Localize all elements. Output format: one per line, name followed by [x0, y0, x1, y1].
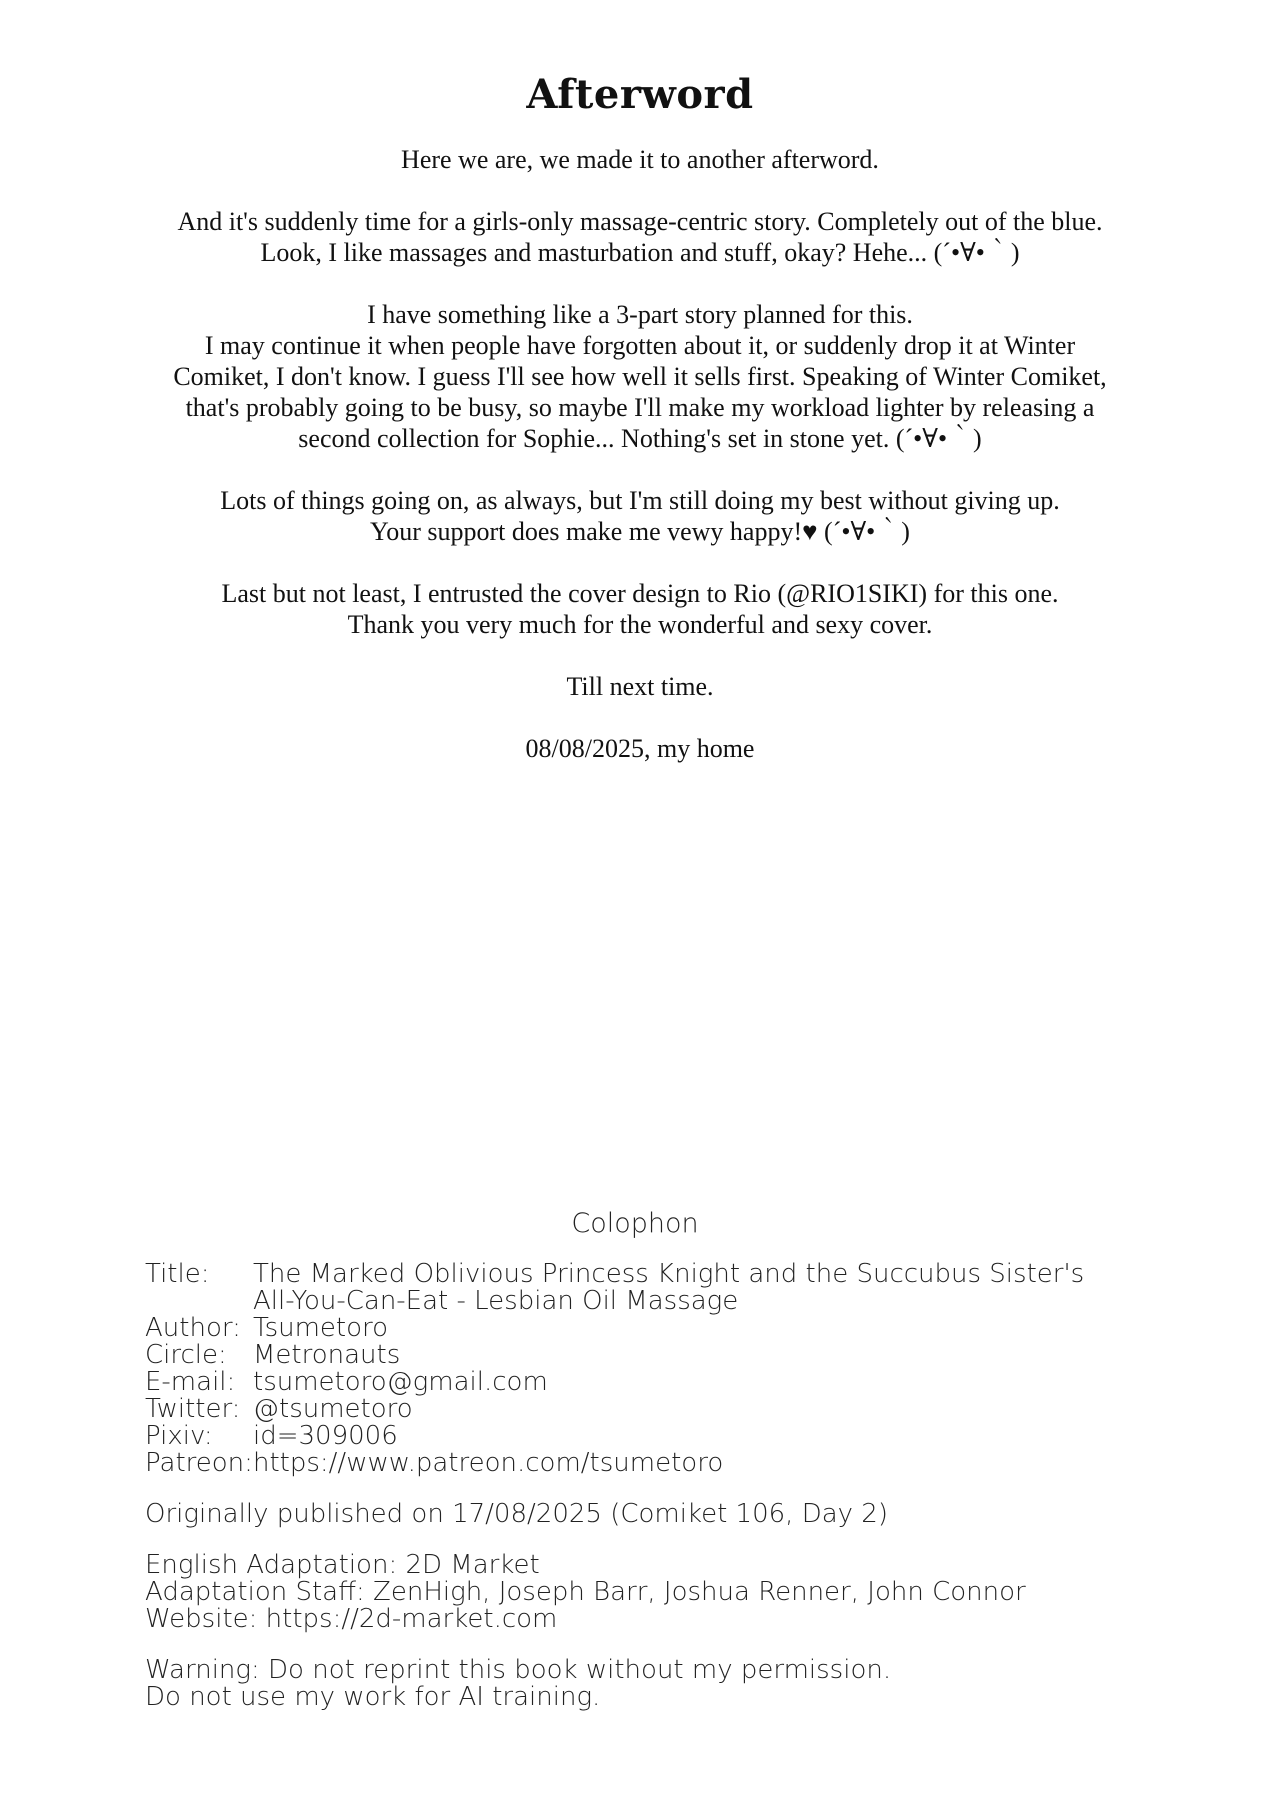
colophon-label: Title:: [145, 1259, 210, 1289]
colophon-info-table: [145, 1261, 1145, 1477]
colophon-note-line: Adaptation Staff: ZenHigh, Joseph Barr, Joshua Renner, John Connor: [145, 1577, 1026, 1607]
colophon-label: Pixiv:: [145, 1421, 213, 1451]
colophon-heading-wrap: [0, 1210, 1145, 1237]
afterword-paragraph: [0, 144, 1280, 175]
colophon-value-line: All-You-Can-Eat - Lesbian Oil Massage: [253, 1286, 739, 1316]
colophon-note-block: [145, 1501, 1145, 1528]
afterword-title: Afterword: [526, 71, 754, 118]
colophon-note-line: English Adaptation: 2D Market: [145, 1550, 540, 1580]
afterword-line: Lots of things going on, as always, but I'm still doing my best without giving up.: [220, 486, 1060, 515]
afterword-line: Comiket, I don't know. I guess I'll see how well it sells first. Speaking of Winter Comiket,: [173, 362, 1107, 391]
afterword-line: I have something like a 3-part story planned for this.: [367, 300, 913, 329]
colophon-note-line: Do not use my work for AI training.: [145, 1682, 601, 1712]
afterword-body: [0, 144, 1280, 764]
colophon-value-line: Metronauts: [253, 1340, 401, 1370]
colophon-section: [145, 1210, 1145, 1735]
colophon-value: [253, 1450, 1145, 1477]
colophon-label: Author:: [145, 1313, 241, 1343]
colophon-label: Circle:: [145, 1340, 227, 1370]
colophon-value-line: id=309006: [253, 1421, 398, 1451]
afterword-paragraph: [0, 206, 1280, 268]
colophon-heading: Colophon: [571, 1208, 699, 1239]
colophon-value-line: The Marked Oblivious Princess Knight and the Succubus Sister's: [253, 1259, 1085, 1289]
colophon-note-line: Website: https://2d-market.com: [145, 1604, 558, 1634]
colophon-value-line: https://www.patreon.com/tsumetoro: [253, 1448, 724, 1478]
afterword-paragraph: [0, 578, 1280, 640]
colophon-note-line: Originally published on 17/08/2025 (Comiket 106, Day 2): [145, 1499, 888, 1529]
colophon-label: Twitter:: [145, 1394, 241, 1424]
colophon-value: [253, 1423, 1145, 1450]
colophon-value: [253, 1261, 1145, 1315]
colophon-value-line: @tsumetoro: [253, 1394, 413, 1424]
colophon-value-line: Tsumetoro: [253, 1313, 389, 1343]
afterword-paragraph: [0, 671, 1280, 702]
afterword-paragraph: [0, 299, 1280, 454]
colophon-note-block: [145, 1657, 1145, 1711]
colophon-note-block: [145, 1552, 1145, 1633]
afterword-paragraph: [0, 485, 1280, 547]
afterword-line: 08/08/2025, my home: [525, 734, 755, 763]
colophon-note-line: Warning: Do not reprint this book without my permission.: [145, 1655, 892, 1685]
colophon-label: Patreon:: [145, 1448, 253, 1478]
afterword-line: that's probably going to be busy, so maybe I'll make my workload lighter by releasing a: [185, 393, 1095, 422]
afterword-line: second collection for Sophie... Nothing's set in stone yet. (´•∀•｀): [298, 424, 982, 453]
afterword-paragraph: [0, 733, 1280, 764]
afterword-section: [0, 60, 1280, 795]
afterword-line: Thank you very much for the wonderful and sexy cover.: [347, 610, 933, 639]
colophon-label: E-mail:: [145, 1367, 236, 1397]
afterword-line: Your support does make me vewy happy!♥ (´•∀•｀): [370, 517, 910, 546]
afterword-line: And it's suddenly time for a girls-only massage-centric story. Completely out of the blue.: [177, 207, 1103, 236]
afterword-line: Till next time.: [566, 672, 714, 701]
colophon-value: [253, 1342, 1145, 1369]
afterword-line: Here we are, we made it to another afterword.: [401, 145, 879, 174]
colophon-value: [253, 1369, 1145, 1396]
colophon-value: [253, 1315, 1145, 1342]
colophon-notes: [145, 1501, 1145, 1711]
afterword-line: Last but not least, I entrusted the cover design to Rio (@RIO1SIKI) for this one.: [221, 579, 1059, 608]
afterword-line: Look, I like massages and masturbation and stuff, okay? Hehe... (´•∀•｀): [260, 238, 1020, 267]
colophon-value-line: tsumetoro@gmail.com: [253, 1367, 548, 1397]
colophon-value: [253, 1396, 1145, 1423]
afterword-line: I may continue it when people have forgotten about it, or suddenly drop it at Winter: [204, 331, 1076, 360]
